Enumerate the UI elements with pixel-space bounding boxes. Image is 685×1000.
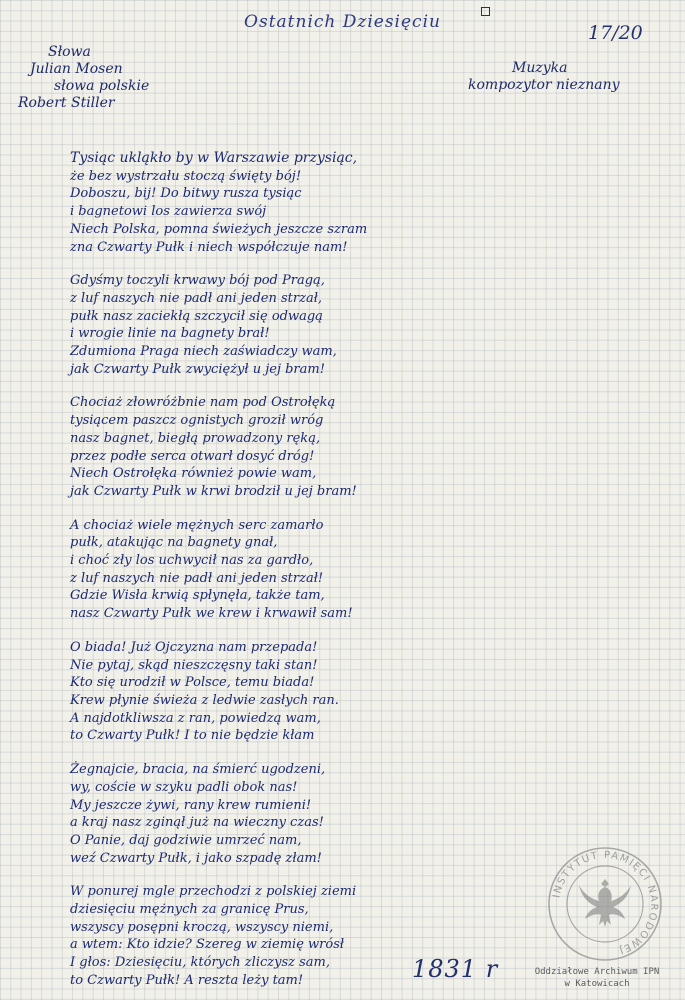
ipn-stamp	[546, 845, 664, 963]
lyric-line: Gdyśmy toczyli krwawy bój pod Pragą,	[70, 273, 325, 289]
lyric-line: dziesięciu mężnych za granicę Prus,	[70, 902, 309, 918]
lyric-line: i choć zły los uchwycił nas za gardło,	[70, 553, 314, 569]
credit-line: kompozytor nieznany	[468, 77, 620, 93]
lyric-line: Doboszu, bij! Do bitwy rusza tysiąc	[70, 186, 302, 202]
lyric-line: Żegnajcie, bracia, na śmierć ugodzeni,	[70, 762, 326, 778]
lyric-line: z luf naszych nie padł ani jeden strzał,	[70, 290, 323, 306]
eagle-icon	[579, 879, 631, 927]
lyric-line: Tysiąc ukląkło by w Warszawie przysiąc,	[70, 150, 358, 166]
lyric-line: weź Czwarty Pułk, i jako szpadę złam!	[70, 850, 322, 866]
lyric-line: My jeszcze żywi, rany krew rumieni!	[70, 797, 312, 813]
lyric-line: zna Czwarty Pułk i niech współczuje nam!	[70, 239, 348, 255]
lyric-line: wszyscy posępni kroczą, wszyscy niemi,	[70, 919, 334, 935]
stanza	[70, 761, 520, 867]
lyric-line: przez podłe serca otwarł dosyć dróg!	[70, 448, 315, 464]
archive-label-line: Oddziałowe Archiwum IPN	[534, 967, 660, 977]
lyric-line: O biada! Już Ojczyzna nam przepada!	[70, 639, 318, 655]
page-number: 17/20	[588, 22, 643, 44]
lyric-line: I głos: Dziesięciu, których zliczysz sam,	[70, 955, 330, 971]
lyric-line: Niech Polska, pomna świeżych jeszcze szram	[70, 221, 368, 237]
lyric-line: A chociaż wiele mężnych serc zamarło	[70, 517, 324, 533]
lyric-line: i bagnetowi los zawierza swój	[70, 204, 267, 220]
stanza	[70, 272, 520, 378]
credit-line: Robert Stiller	[18, 95, 115, 111]
lyric-line: jak Czwarty Pułk w krwi brodził u jej bram!	[70, 483, 357, 499]
credit-line: słowa polskie	[54, 78, 150, 94]
credit-line: Julian Mosen	[30, 61, 123, 77]
lyric-line: a wtem: Kto idzie? Szereg w ziemię wrósł	[70, 937, 345, 953]
lyric-line: tysiącem paszcz ognistych groził wróg	[70, 413, 324, 429]
lyric-line: W ponurej mgle przechodzi z polskiej ziemi	[70, 884, 357, 900]
corner-square-mark	[481, 7, 490, 16]
lyric-line: Gdzie Wisła krwią spłynęła, także tam,	[70, 588, 325, 604]
song-lyrics	[70, 150, 520, 1000]
lyrics-credits	[18, 44, 149, 112]
stanza	[70, 639, 520, 745]
archive-label-line: w Katowicach	[564, 979, 630, 989]
lyric-line: Nie pytaj, skąd nieszczęsny taki stan!	[70, 657, 318, 673]
lyric-line: Krew płynie świeża z ledwie zasłych ran.	[70, 692, 339, 708]
stanza	[70, 517, 520, 623]
lyric-line: pułk, atakując na bagnety gnał,	[70, 535, 278, 551]
lyric-line: i wrogie linie na bagnety brał!	[70, 326, 270, 342]
lyric-line: Chociaż złowróżbnie nam pod Ostrołęką	[70, 395, 336, 411]
music-credits	[468, 60, 620, 94]
lyric-line: O Panie, daj godziwie umrzeć nam,	[70, 832, 302, 848]
document-title: Ostatnich Dziesięciu	[244, 12, 441, 32]
lyric-line: Zdumiona Praga niech zaświadczy wam,	[70, 344, 337, 360]
stamp-text: INSTYTUT PAMIĘCI NARODOWEJ	[551, 849, 660, 956]
lyric-line: nasz bagnet, biegłą prowadzony ręką,	[70, 430, 321, 446]
lyric-line: pułk nasz zaciekłą szczycił się odwagą	[70, 308, 323, 324]
credit-line: Muzyka	[512, 60, 568, 76]
credit-line: Słowa	[48, 44, 91, 60]
stanza	[70, 150, 520, 256]
lyric-line: Niech Ostrołęka również powie wam,	[70, 466, 317, 482]
lyric-line: jak Czwarty Pułk zwyciężył u jej bram!	[70, 361, 325, 377]
year-note: 1831 r	[412, 955, 499, 983]
lyric-line: nasz Czwarty Pułk we krew i krwawił sam!	[70, 606, 353, 622]
lyric-line: Kto się urodził w Polsce, temu biada!	[70, 675, 315, 691]
lyric-line: A najdotkliwsza z ran, powiedzą wam,	[70, 710, 321, 726]
lyric-line: to Czwarty Pułk! A reszta leży tam!	[70, 972, 304, 988]
stanza	[70, 394, 520, 500]
lyric-line: wy, coście w szyku padli obok nas!	[70, 779, 298, 795]
lyric-line: z luf naszych nie padł ani jeden strzał!	[70, 570, 324, 586]
lyric-line: a kraj nasz zginął już na wieczny czas!	[70, 815, 324, 831]
lyric-line: że bez wystrzału stoczą święty bój!	[70, 168, 302, 184]
archive-label	[512, 966, 682, 990]
lyric-line: to Czwarty Pułk! I to nie będzie kłam	[70, 728, 315, 744]
